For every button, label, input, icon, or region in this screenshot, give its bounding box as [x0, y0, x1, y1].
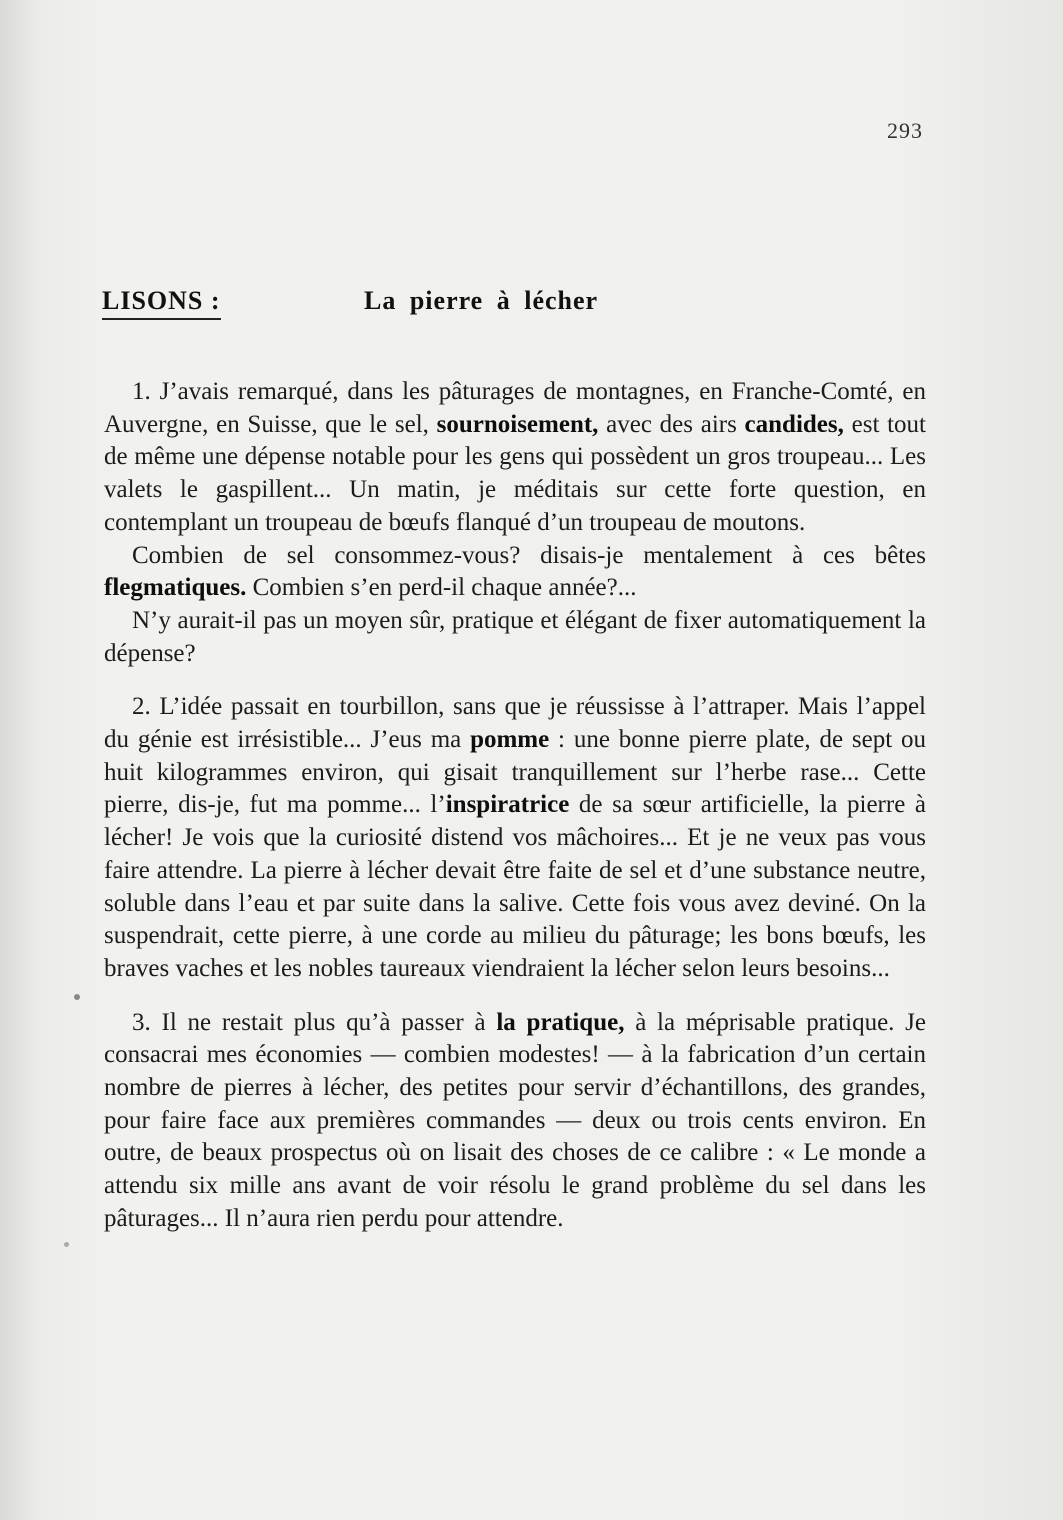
- text-run: de sa sœur artificielle, la pierre à lécher! Je vois que la curiosité distend vos mâchoires... Et je ne veux pas vous faire attendre. La pierre à lécher devait être faite de sel et d’une substance neutre, soluble dans l’eau et par suite dans la salive. Cette fois vous avez deviné. On la suspendrait, cette pierre, à une corde au milieu du pâturage; les bons bœufs, les braves vaches et les nobles taureaux viendraient la lécher selon leurs besoins...: [104, 791, 927, 982]
- text-run: à la méprisable pratique. Je consacrai mes économies — combien modestes! — à la fabrication d’un certain nombre de pierres à lécher, des petites pour servir d’échantillons, des grandes, pour faire face aux premières commandes — deux ou trois cents environ. En outre, de beaux prospectus où on lisait des choses de ce calibre : « Le monde a attendu six mille ans avant de voir résolu le grand problème du sel dans les pâturages... Il n’aura rien perdu pour attendre.: [104, 1008, 926, 1232]
- heading-label: LISONS :: [102, 286, 221, 320]
- section-heading: [102, 286, 932, 326]
- emphasized-word: pomme: [470, 726, 550, 754]
- text-run: Combien de sel consommez-vous? disais-je mentalement à ces bêtes: [132, 541, 926, 569]
- emphasized-word: candides,: [744, 410, 844, 438]
- text-run: Combien s’en perd-il chaque année?...: [246, 574, 637, 602]
- paragraph: [104, 605, 926, 670]
- text-run: : une bonne pierre plate, de sept ou huit kilogrammes environ, qui gisait tranquillement sur l’herbe rase... Cette pierre, dis-je, fut ma pomme... l’: [104, 726, 926, 819]
- emphasized-word: inspiratrice: [445, 791, 570, 819]
- text-run: avec des airs: [598, 410, 745, 438]
- emphasized-word: la pratique,: [496, 1008, 625, 1036]
- paragraph: [104, 1007, 926, 1236]
- emphasized-word: sournoisement,: [436, 410, 599, 438]
- text-run: 2. L’idée passait en tourbillon, sans que je réussisse à l’attraper. Mais l’appel du génie est irrésistible... J’eus ma: [104, 693, 926, 754]
- page-number: 293: [887, 118, 923, 143]
- paragraph: [104, 691, 926, 985]
- text-run: 1. J’avais remarqué, dans les pâturages de montagnes, en Franche-Comté, en Auvergne, en Suisse, que le sel,: [104, 378, 926, 438]
- heading-title: La pierre à lécher: [364, 286, 599, 315]
- emphasized-word: flegmatiques.: [104, 574, 247, 602]
- print-speck: [74, 994, 80, 1000]
- text-run: est tout de même une dépense notable pour les gens qui possèdent un gros troupeau... Les valets le gaspillent... Un matin, je méditais sur cette forte question, en contemplant un troupeau de bœufs flanqué d’un troupeau de moutons.: [104, 410, 926, 536]
- paragraph: [104, 376, 926, 540]
- print-speck: [64, 1242, 69, 1247]
- paragraph: [104, 540, 926, 605]
- body-text: [104, 376, 926, 1236]
- text-run: 3. Il ne restait plus qu’à passer à: [132, 1008, 497, 1036]
- text-run: N’y aurait-il pas un moyen sûr, pratique et élégant de fixer automatiquement la dépense?: [104, 606, 926, 667]
